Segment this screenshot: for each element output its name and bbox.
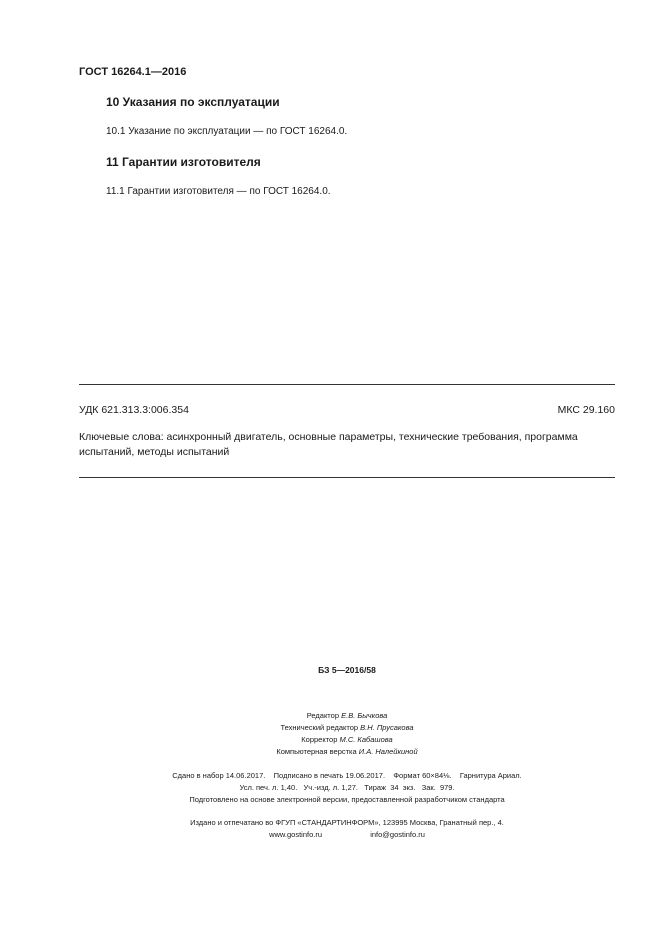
keywords: Ключевые слова: асинхронный двигатель, основные параметры, технические требования, программа испытаний, методы испытаний [79, 431, 578, 458]
layout-line [79, 747, 615, 756]
section-10-heading: 10 Указания по эксплуатации [106, 95, 280, 109]
layout-name: И.А. Налейкиной [358, 747, 418, 756]
corrector-label: Корректор [301, 735, 338, 744]
print-details-2: Усл. печ. л. 1,40. Уч.-изд. л. 1,27. Тираж 34 экз. Зак. 979. [239, 783, 455, 792]
tech-editor-line [79, 723, 615, 732]
publisher-line: Издано и отпечатано во ФГУП «СТАНДАРТИНФОРМ», 123995 Москва, Гранатный пер., 4. [190, 818, 504, 827]
udk-code: УДК 621.313.3:006.354 [79, 404, 189, 416]
email-link[interactable]: info@gostinfo.ru [370, 830, 425, 839]
editor-name: Е.В. Бычкова [341, 711, 388, 720]
layout-label: Компьютерная верстка [276, 747, 357, 756]
tech-editor-label: Технический редактор [280, 723, 359, 732]
divider-bottom [79, 477, 615, 478]
print-details-1: Сдано в набор 14.06.2017. Подписано в печать 19.06.2017. Формат 60×84⅛. Гарнитура Ариал. [172, 771, 522, 780]
corrector-line [79, 735, 615, 744]
tech-editor-name: В.Н. Прусакова [360, 723, 414, 732]
section-11-heading: 11 Гарантии изготовителя [106, 155, 261, 169]
clause-11-1: 11.1 Гарантии изготовителя — по ГОСТ 16264.0. [106, 186, 331, 197]
print-details-3: Подготовлено на основе электронной версии, предоставленной разработчиком стандарта [189, 795, 505, 804]
document-id: ГОСТ 16264.1—2016 [79, 66, 187, 78]
editor-line [79, 711, 615, 720]
website-link[interactable]: www.gostinfo.ru [269, 830, 323, 839]
corrector-name: М.С. Кабашова [339, 735, 393, 744]
mks-code: МКС 29.160 [557, 404, 615, 416]
editor-label: Редактор [306, 711, 340, 720]
clause-10-1: 10.1 Указание по эксплуатации — по ГОСТ 16264.0. [106, 126, 348, 137]
bz-code: БЗ 5—2016/58 [318, 665, 376, 675]
divider-top [79, 384, 615, 385]
contact-line [79, 830, 615, 839]
